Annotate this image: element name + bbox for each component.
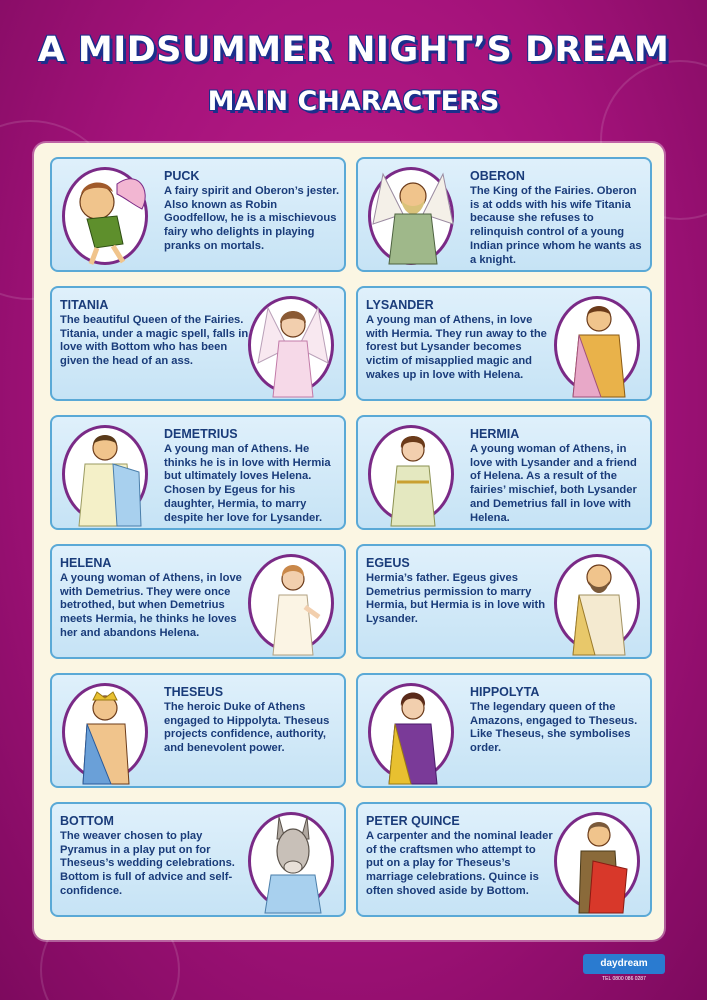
puck-portrait-icon	[62, 167, 148, 265]
character-description: The heroic Duke of Athens engaged to Hippolyta. Theseus projects confidence, authority, and benevolent power.	[164, 701, 330, 755]
character-description: The King of the Fairies. Oberon is at odds with his wife Titania because she refuses to relinquish control of a young Indian prince whom he wants as a knight.	[470, 185, 642, 266]
character-description: A carpenter and the nominal leader of the craftsmen who attempt to put on a play for Theseus’s marriage celebrations. Quince is often shoved aside by Bottom.	[366, 830, 553, 897]
character-name: EGEUS	[366, 556, 410, 570]
character-name: OBERON	[470, 169, 525, 183]
character-card-titania	[50, 286, 346, 401]
character-card-peter-quince	[356, 802, 652, 917]
poster-title: A MIDSUMMER NIGHT’S DREAM	[37, 30, 670, 70]
character-name: HELENA	[60, 556, 112, 570]
character-card-egeus	[356, 544, 652, 659]
character-description: The beautiful Queen of the Fairies. Titania, under a magic spell, falls in love with Bottom who has been given the head of an ass.	[60, 314, 249, 368]
character-name: THESEUS	[164, 685, 224, 699]
character-description: A young man of Athens. He thinks he is in love with Hermia but ultimately loves Helena. Chosen by Egeus for his daughter, Hermia, to marry despite her love for Lysander.	[164, 443, 331, 524]
egeus-portrait-icon	[554, 554, 640, 652]
character-card-lysander	[356, 286, 652, 401]
hermia-portrait-icon	[368, 425, 454, 523]
character-card-hermia	[356, 415, 652, 530]
character-card-hippolyta	[356, 673, 652, 788]
demetrius-portrait-icon	[62, 425, 148, 523]
character-card-bottom	[50, 802, 346, 917]
hippolyta-portrait-icon	[368, 683, 454, 781]
character-name: PETER QUINCE	[366, 814, 460, 828]
character-description: A young woman of Athens, in love with Demetrius. They were once betrothed, but when Demetrius meets Hermia, he thinks he loves her and abandons Helena.	[60, 572, 242, 639]
character-name: PUCK	[164, 169, 200, 183]
helena-portrait-icon	[248, 554, 334, 652]
lysander-portrait-icon	[554, 296, 640, 394]
character-description: Hermia’s father. Egeus gives Demetrius permission to marry Hermia, but Hermia is in love with Lysander.	[366, 572, 546, 626]
poster-subtitle: MAIN CHARACTERS	[207, 86, 500, 117]
theseus-portrait-icon	[62, 683, 148, 781]
character-description: A young man of Athens, in love with Hermia. They run away to the forest but Lysander becomes victim of misapplied magic and wakes up in love with Helena.	[366, 314, 547, 381]
logo-badge: daydream	[583, 954, 665, 974]
character-description: A young woman of Athens, in love with Lysander and a friend of Helena. As a result of the fairies’ mischief, both Lysander and Demetrius fall in love with Helena.	[470, 443, 637, 524]
character-name: TITANIA	[60, 298, 109, 312]
character-name: HERMIA	[470, 427, 520, 441]
character-name: BOTTOM	[60, 814, 114, 828]
publisher-logo	[583, 954, 665, 994]
character-description: The weaver chosen to play Pyramus in a play put on for Theseus’s wedding celebrations. Bottom is full of advice and self-confidence.	[60, 830, 235, 897]
logo-contact: TEL 0800 086 0287	[602, 976, 646, 982]
character-description: A fairy spirit and Oberon’s jester. Also known as Robin Goodfellow, he is a mischievous fairy who delights in playing pranks on mortals.	[164, 185, 340, 252]
character-card-demetrius	[50, 415, 346, 530]
bottom-portrait-icon	[248, 812, 334, 910]
titania-portrait-icon	[248, 296, 334, 394]
character-name: LYSANDER	[366, 298, 434, 312]
character-card-helena	[50, 544, 346, 659]
oberon-portrait-icon	[368, 167, 454, 265]
characters-panel	[34, 143, 664, 940]
character-name: HIPPOLYTA	[470, 685, 540, 699]
character-description: The legendary queen of the Amazons, engaged to Theseus. Like Theseus, she symbolises order.	[470, 701, 638, 755]
character-name: DEMETRIUS	[164, 427, 238, 441]
character-card-puck	[50, 157, 346, 272]
quince-portrait-icon	[554, 812, 640, 910]
character-card-oberon	[356, 157, 652, 272]
character-card-theseus	[50, 673, 346, 788]
